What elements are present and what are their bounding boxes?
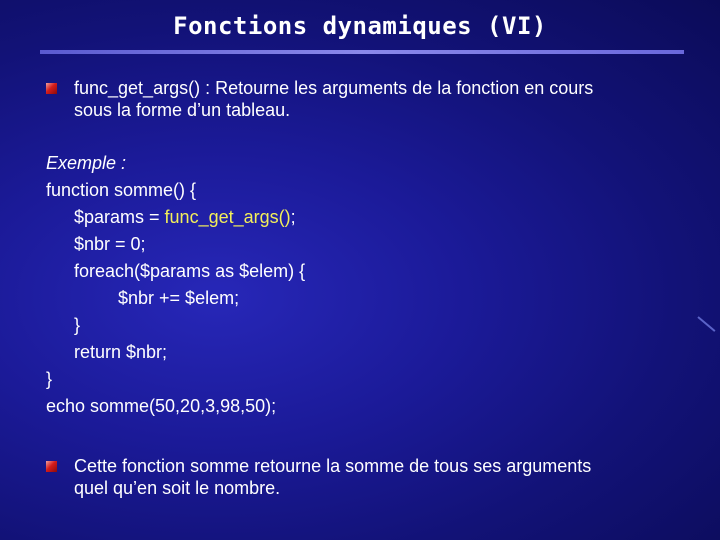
code-text: $params = <box>74 207 165 227</box>
slide-title: Fonctions dynamiques (VI) <box>173 12 547 40</box>
code-line: $nbr += $elem; <box>118 288 240 308</box>
bullet-text-line-1: func_get_args() : Retourne les arguments de la fonction en cours <box>74 78 594 98</box>
code-line: foreach($params as $elem) { <box>74 261 306 281</box>
code-line: } <box>46 369 53 389</box>
bullet-text-line-2: quel qu’en soit le nombre. <box>74 478 281 498</box>
example-label: Exemple : <box>46 153 127 173</box>
code-text: ; <box>290 207 296 227</box>
background-streak <box>697 316 715 332</box>
code-line: $nbr = 0; <box>74 234 146 254</box>
code-line: } <box>74 315 81 335</box>
code-line: echo somme(50,20,3,98,50); <box>46 396 277 416</box>
code-highlight: func_get_args() <box>164 207 291 227</box>
bullet-text-line-1: Cette fonction somme retourne la somme de tous ses arguments <box>74 456 592 476</box>
bullet-text-line-2: sous la forme d’un tableau. <box>74 100 291 120</box>
title-divider <box>40 50 684 54</box>
red-square-bullet-icon <box>46 83 57 94</box>
code-line <box>74 204 296 231</box>
code-line: return $nbr; <box>74 342 168 362</box>
code-line: function somme() { <box>46 180 197 200</box>
red-square-bullet-icon <box>46 461 57 472</box>
